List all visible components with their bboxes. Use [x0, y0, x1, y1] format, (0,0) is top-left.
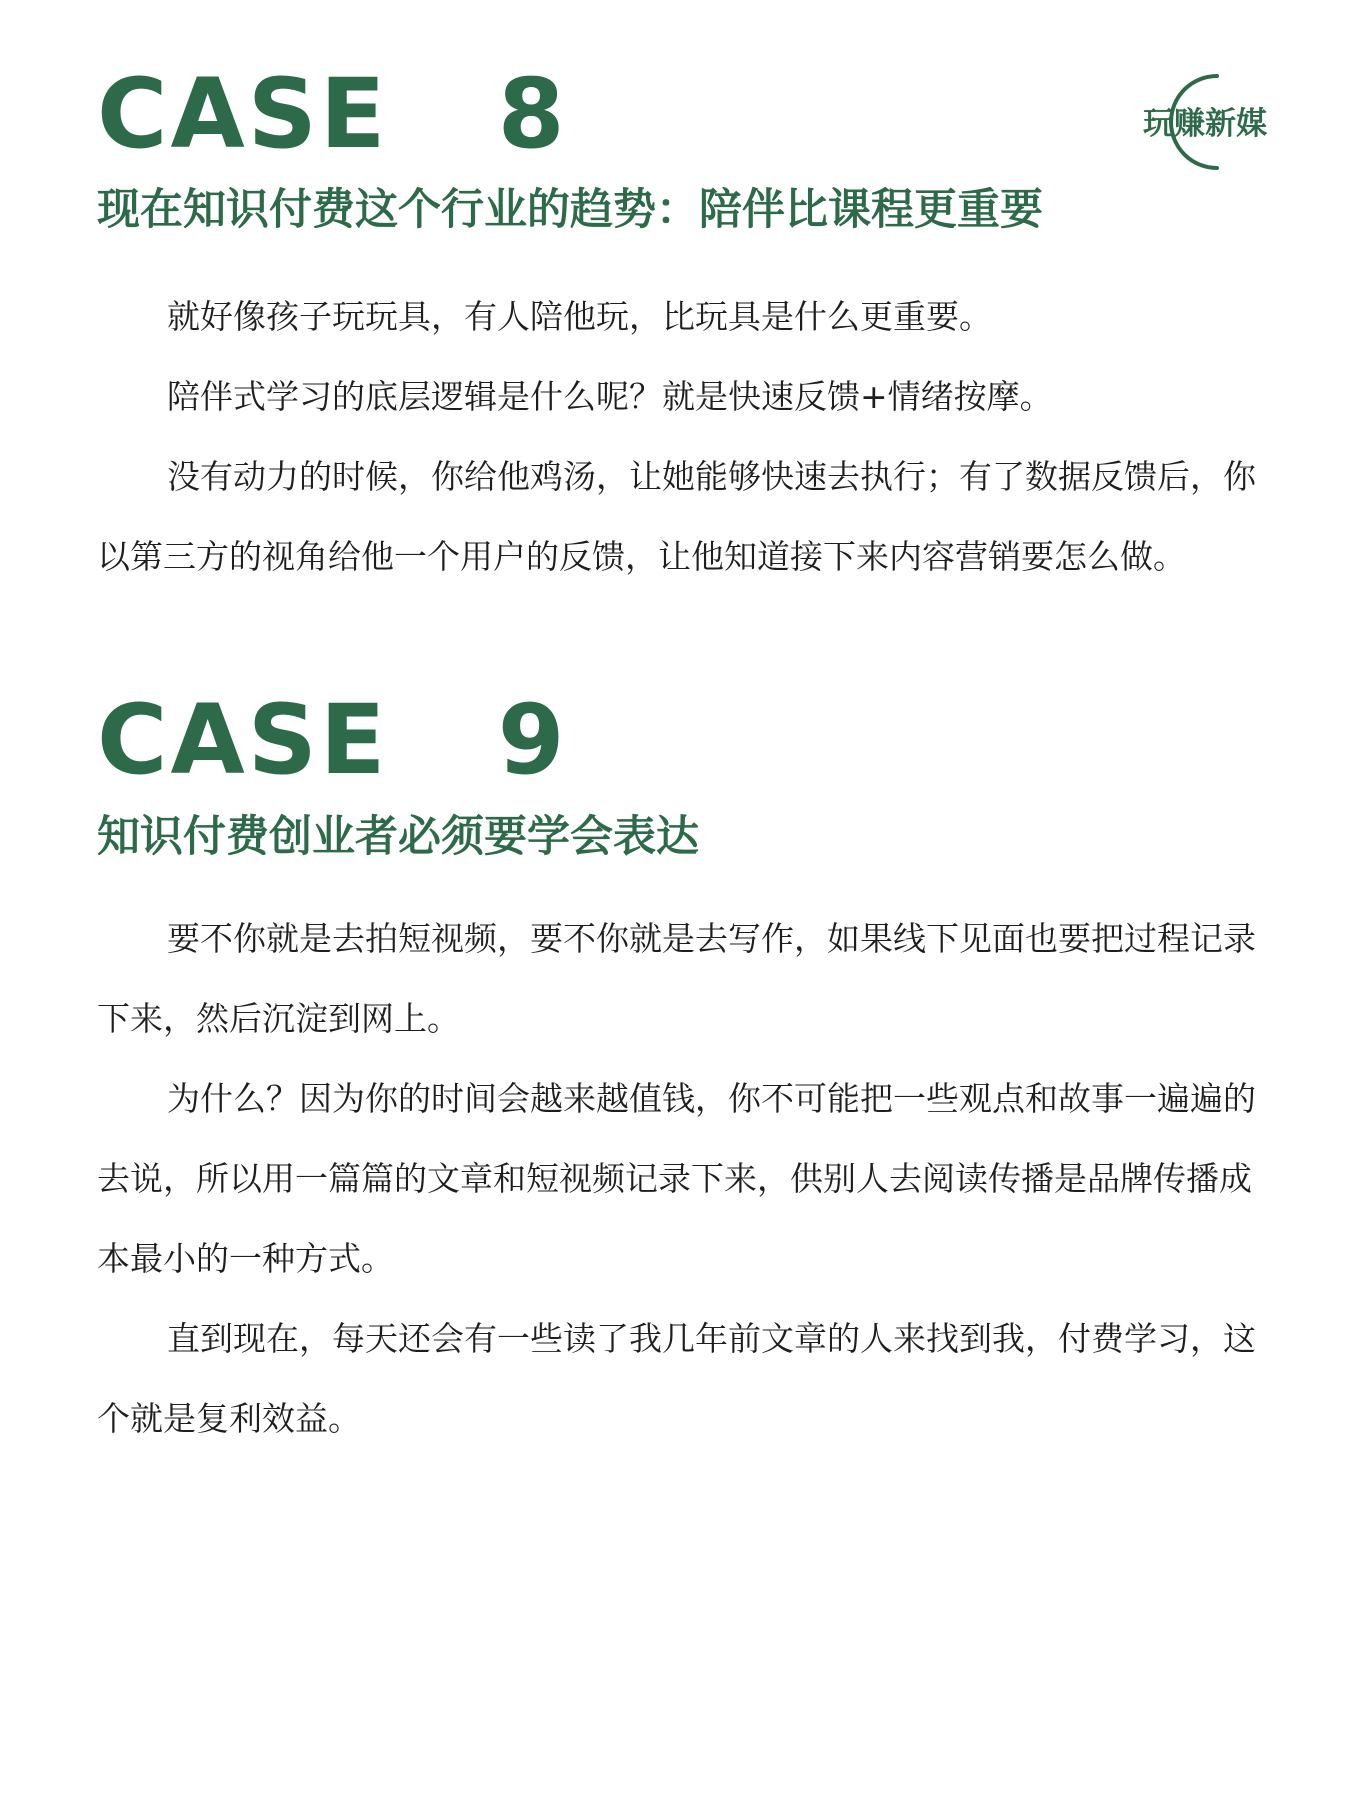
case-8-paragraph-3: 没有动力的时候，你给他鸡汤，让她能够快速去执行；有了数据反馈后，你以第三方的视角给他一个用户的反馈，让他知道接下来内容营销要怎么做。 [97, 457, 1256, 576]
case-9-label: CASE 9 [97, 684, 568, 796]
case-8-title: 现在知识付费这个行业的趋势：陪伴比课程更重要 [97, 185, 1043, 235]
brand-logo [1105, 70, 1283, 174]
case-9-title: 知识付费创业者必须要学会表达 [97, 812, 699, 862]
case-8-paragraph-1: 就好像孩子玩玩具，有人陪他玩，比玩具是什么更重要。 [167, 297, 992, 336]
logo-circle-icon [1105, 70, 1283, 174]
case-8-label: CASE 8 [97, 58, 568, 170]
logo-text: 玩赚新媒 [1143, 106, 1267, 142]
case-8-paragraph-2: 陪伴式学习的底层逻辑是什么呢？就是快速反馈+情绪按摩。 [167, 377, 1053, 416]
case-9-paragraph-2: 为什么？因为你的时间会越来越值钱，你不可能把一些观点和故事一遍遍的去说，所以用一篇篇的文章和短视频记录下来，供别人去阅读传播是品牌传播成本最小的一种方式。 [97, 1079, 1256, 1278]
case-9-paragraph-3: 直到现在，每天还会有一些读了我几年前文章的人来找到我，付费学习，这个就是复利效益。 [97, 1319, 1256, 1438]
case-9-paragraph-1: 要不你就是去拍短视频，要不你就是去写作，如果线下见面也要把过程记录下来，然后沉淀到网上。 [97, 919, 1256, 1038]
